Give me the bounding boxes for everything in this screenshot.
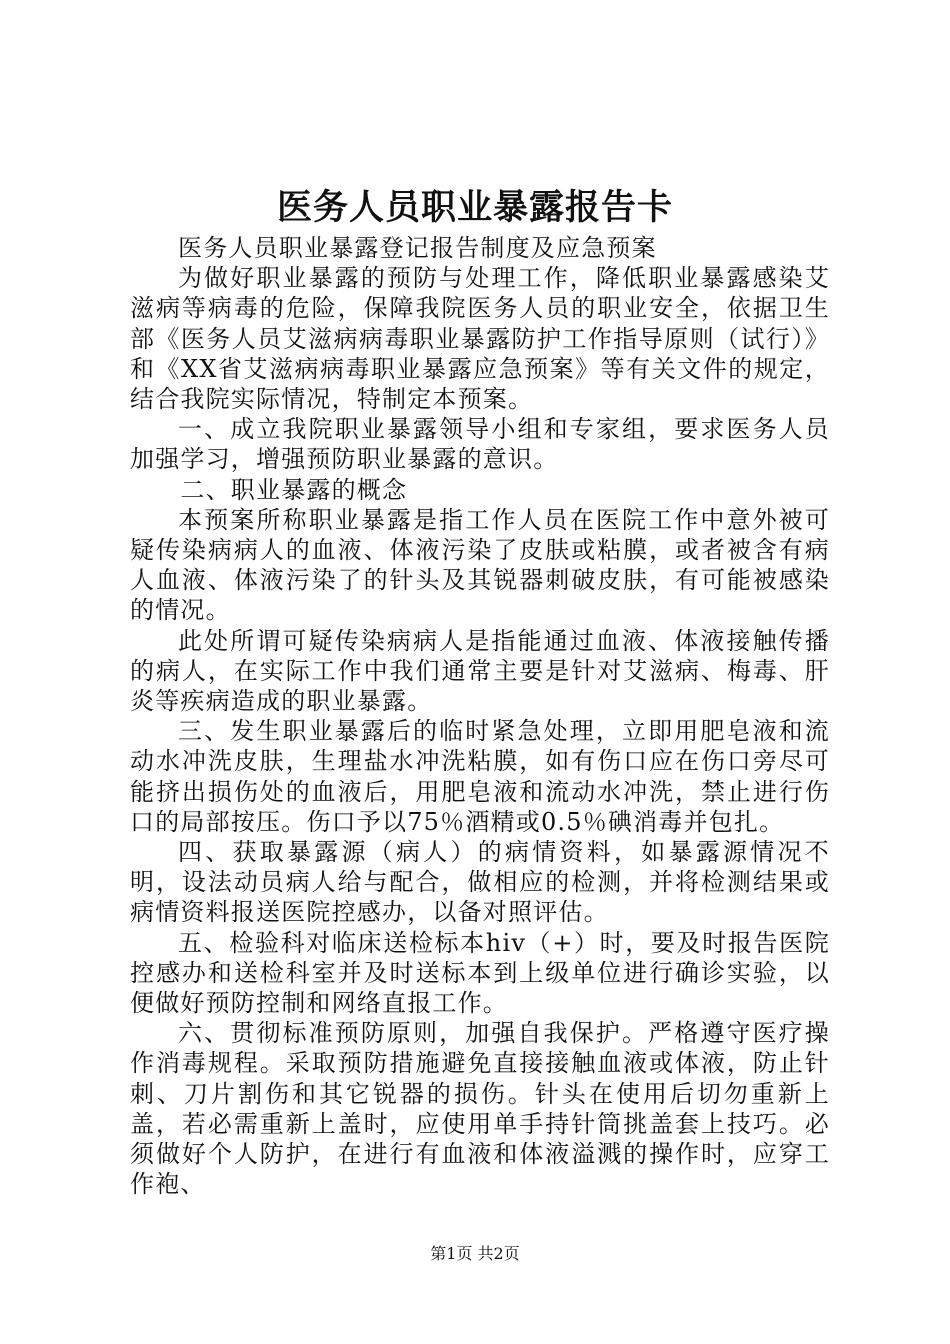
paragraph-preamble: 为做好职业暴露的预防与处理工作，降低职业暴露感染艾滋病等病毒的危险，保障我院医务人员的职业安全，依据卫生部《医务人员艾滋病病毒职业暴露防护工作指导原则（试行）》和《XX省艾滋病病毒职业暴露应急预案》等有关文件的规定，结合我院实际情况，特制定本预案。 <box>130 264 830 414</box>
paragraph-section-4: 四、获取暴露源（病人）的病情资料，如暴露源情况不明，设法动员病人给与配合，做相应的检测，并将检测结果或病情资料报送医院控感办，以备对照评估。 <box>130 838 830 927</box>
paragraph-section-5: 五、检验科对临床送检标本hiv（+）时，要及时报告医院控感办和送检科室并及时送标本到上级单位进行确诊实验，以便做好预防控制和网络直报工作。 <box>130 928 830 1018</box>
document-subtitle: 医务人员职业暴露登记报告制度及应急预案 <box>178 234 657 262</box>
page-footer: 第1页 共2页 <box>430 1244 520 1263</box>
paragraph-section-3: 三、发生职业暴露后的临时紧急处理，立即用肥皂液和流动水冲洗皮肤，生理盐水冲洗粘膜，如有伤口应在伤口旁尽可能挤出损伤处的血液后，用肥皂液和流动水冲洗，禁止进行伤口的局部按压。伤口予以75％酒精或0.5％碘消毒并包扎。 <box>130 717 830 836</box>
section-heading-2: 二、职业暴露的概念 <box>180 475 408 504</box>
paragraph-section-1: 一、成立我院职业暴露领导小组和专家组，要求医务人员加强学习，增强预防职业暴露的意识。 <box>130 415 830 474</box>
page-title: 医务人员职业暴露报告卡 <box>276 187 673 228</box>
document-body <box>130 233 830 1200</box>
paragraph-section-6: 六、贯彻标准预防原则，加强自我保护。严格遵守医疗操作消毒规程。采取预防措施避免直接接触血液或体液，防止针刺、刀片割伤和其它锐器的损伤。针头在使用后切勿重新上盖，若必需重新上盖时，应使用单手持针筒挑盖套上技巧。必须做好个人防护，在进行有血液和体液溢溅的操作时，应穿工作袍、 <box>130 1019 830 1199</box>
paragraph-definition-detail: 此处所谓可疑传染病病人是指能通过血液、体液接触传播的病人，在实际工作中我们通常主要是针对艾滋病、梅毒、肝炎等疾病造成的职业暴露。 <box>130 626 830 716</box>
paragraph-definition: 本预案所称职业暴露是指工作人员在医院工作中意外被可疑传染病病人的血液、体液污染了皮肤或粘膜，或者被含有病人血液、体液污染了的针头及其锐器刺破皮肤，有可能被感染的情况。 <box>130 505 830 625</box>
